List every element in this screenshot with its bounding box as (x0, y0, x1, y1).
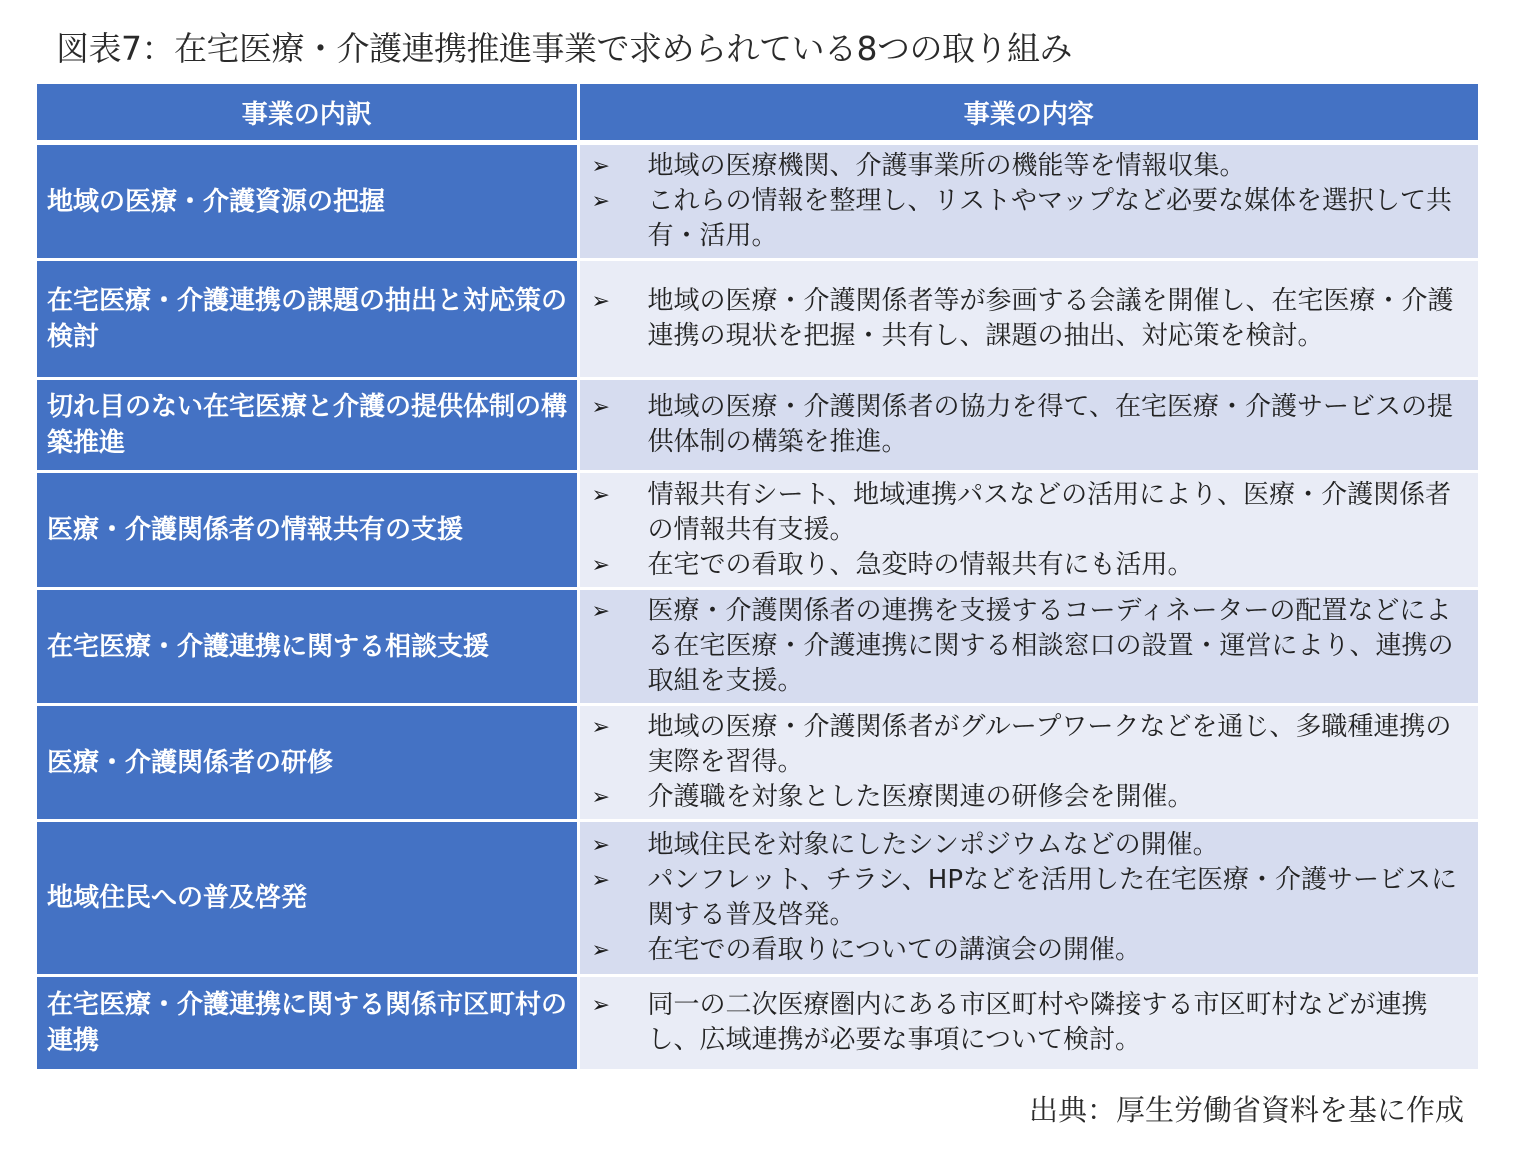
list-item (590, 284, 1469, 354)
list-item-text: 地域の医療・介護関係者等が参画する会議を開催し、在宅医療・介護連携の現状を把握・共有し、課題の抽出、対応策を検討。 (647, 286, 1454, 351)
table-body (37, 143, 1478, 1071)
list-item-text: 在宅での看取り、急変時の情報共有にも活用。 (647, 549, 1194, 580)
content-cell (578, 472, 1478, 589)
bullet-list (590, 390, 1469, 460)
source-note: 出典：厚生労働省資料を基に作成 (1028, 1093, 1464, 1127)
bullet-list (590, 284, 1469, 354)
content-cell (578, 143, 1478, 260)
list-item-text: 同一の二次医療圏内にある市区町村や隣接する市区町村などが連携し、広域連携が必要な事項について検討。 (647, 990, 1428, 1055)
list-item-text: パンフレット、チラシ、HPなどを活用した在宅医療・介護サービスに関する普及啓発。 (647, 865, 1458, 930)
arrow-bullet-icon: ➢ (591, 833, 610, 858)
list-item (590, 933, 1469, 968)
table-row (37, 472, 1478, 589)
table-row (37, 143, 1478, 260)
table-row (37, 705, 1478, 821)
bullet-list (590, 149, 1469, 254)
bullet-list (590, 710, 1469, 815)
list-item-text: 情報共有シート、地域連携パスなどの活用により、医療・介護関係者の情報共有支援。 (647, 479, 1452, 545)
category-cell: 医療・介護関係者の研修 (37, 705, 578, 821)
category-cell: 地域の医療・介護資源の把握 (37, 143, 578, 260)
bullet-list (590, 478, 1469, 583)
arrow-bullet-icon: ➢ (591, 482, 610, 508)
bullet-list (590, 988, 1469, 1058)
content-cell (578, 821, 1478, 976)
initiatives-table (37, 84, 1478, 1072)
category-cell: 医療・介護関係者の情報共有の支援 (37, 472, 578, 589)
list-item (590, 594, 1469, 699)
category-cell: 在宅医療・介護連携に関する関係市区町村の連携 (37, 976, 578, 1071)
list-item-text: 地域の医療・介護関係者の協力を得て、在宅医療・介護サービスの提供体制の構築を推進。 (647, 392, 1453, 457)
arrow-bullet-icon: ➢ (591, 993, 610, 1018)
list-item-text: 在宅での看取りについての講演会の開催。 (647, 935, 1141, 965)
list-item-text: 医療・介護関係者の連携を支援するコーディネーターの配置などによる在宅医療・介護連携に関する相談窓口の設置・運営により、連携の取組を支援。 (647, 596, 1454, 696)
content-cell (578, 589, 1478, 705)
arrow-bullet-icon: ➢ (591, 154, 610, 179)
list-item (590, 710, 1469, 780)
arrow-bullet-icon: ➢ (591, 552, 610, 578)
content-cell (578, 705, 1478, 821)
bullet-list (590, 594, 1469, 699)
column-header-breakdown: 事業の内訳 (37, 84, 578, 143)
list-item-text: 地域の医療機関、介護事業所の機能等を情報収集。 (647, 151, 1246, 181)
list-item-text: これらの情報を整理し、リストやマップなど必要な媒体を選択して共有・活用。 (647, 186, 1452, 251)
list-item-text: 地域の医療・介護関係者がグループワークなどを通じ、多職種連携の実際を習得。 (647, 712, 1452, 777)
arrow-bullet-icon: ➢ (591, 785, 610, 810)
arrow-bullet-icon: ➢ (591, 938, 610, 963)
list-item (590, 149, 1469, 184)
table-row (37, 589, 1478, 705)
list-item (590, 828, 1469, 863)
category-cell: 地域住民への普及啓発 (37, 821, 578, 976)
figure-title: 図表7：在宅医療・介護連携推進事業で求められている8つの取り組み (56, 29, 1072, 68)
arrow-bullet-icon: ➢ (591, 599, 610, 624)
table-row (37, 379, 1478, 472)
list-item-text: 介護職を対象とした医療関連の研修会を開催。 (647, 782, 1194, 812)
table-row (37, 260, 1478, 379)
category-cell: 切れ目のない在宅医療と介護の提供体制の構築推進 (37, 379, 578, 472)
category-cell: 在宅医療・介護連携の課題の抽出と対応策の検討 (37, 260, 578, 379)
list-item (590, 390, 1469, 460)
arrow-bullet-icon: ➢ (591, 395, 610, 420)
table-header-row (37, 84, 1478, 143)
arrow-bullet-icon: ➢ (591, 189, 610, 214)
content-cell (578, 976, 1478, 1071)
arrow-bullet-icon: ➢ (591, 715, 610, 740)
list-item (590, 863, 1469, 933)
list-item (590, 988, 1469, 1058)
content-cell (578, 260, 1478, 379)
list-item (590, 548, 1469, 583)
table-row (37, 821, 1478, 976)
list-item (590, 478, 1469, 548)
content-cell (578, 379, 1478, 472)
arrow-bullet-icon: ➢ (591, 868, 610, 893)
column-header-content: 事業の内容 (578, 84, 1478, 143)
arrow-bullet-icon: ➢ (591, 289, 610, 314)
category-cell: 在宅医療・介護連携に関する相談支援 (37, 589, 578, 705)
list-item (590, 184, 1469, 254)
list-item (590, 780, 1469, 815)
list-item-text: 地域住民を対象にしたシンポジウムなどの開催。 (647, 830, 1219, 860)
bullet-list (590, 828, 1469, 968)
table-row (37, 976, 1478, 1071)
